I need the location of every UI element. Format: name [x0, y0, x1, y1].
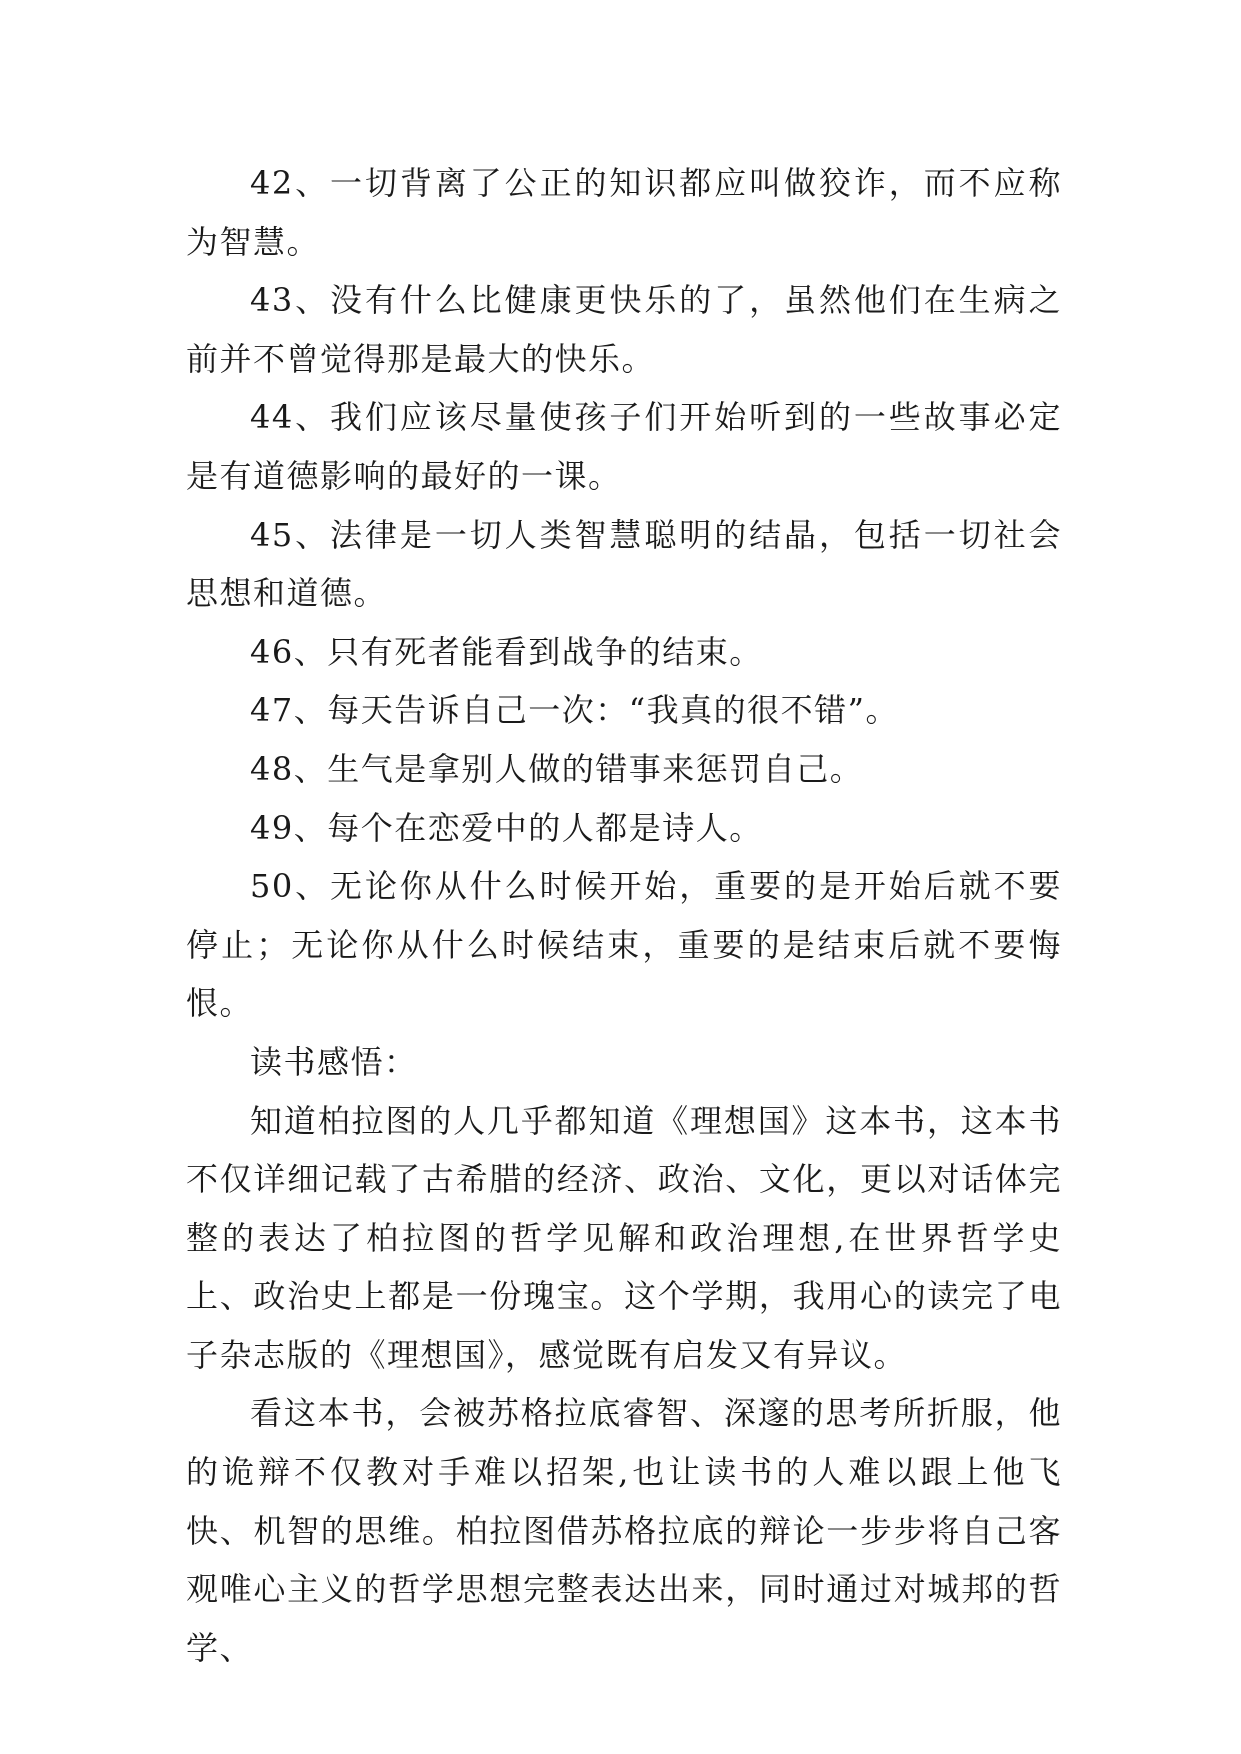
quote-49: 49、每个在恋爱中的人都是诗人。 [250, 808, 763, 847]
quote-44: 44、我们应该尽量使孩子们开始听到的一些故事必定是有道德影响的最好的一课。 [186, 398, 1062, 495]
document-body [186, 154, 1062, 1677]
quote-42: 42、一切背离了公正的知识都应叫做狡诈，而不应称为智慧。 [186, 164, 1062, 261]
quote-43: 43、没有什么比健康更快乐的了，虽然他们在生病之前并不曾觉得那是最大的快乐。 [186, 281, 1062, 378]
section-heading-reading-reflection: 读书感悟： [250, 1042, 418, 1081]
quote-47: 47、每天告诉自己一次：“我真的很不错”。 [250, 691, 899, 730]
quote-45: 45、法律是一切人类智慧聪明的结晶，包括一切社会思想和道德。 [186, 515, 1062, 613]
reflection-paragraph-1: 知道柏拉图的人几乎都知道《理想国》这本书，这本书不仅详细记载了古希腊的经济、政治、文化，更以对话体完整的表达了柏拉图的哲学见解和政治理想,在世界哲学史上、政治史上都是一份瑰宝。这个学期，我用心的读完了电子杂志版的《理想国》，感觉既有启发又有异议。 [186, 1101, 1062, 1374]
reflection-paragraph-2: 看这本书，会被苏格拉底睿智、深邃的思考所折服，他的诡辩不仅教对手难以招架,也让读书的人难以跟上他飞快、机智的思维。柏拉图借苏格拉底的辩论一步步将自己客观唯心主义的哲学思想完整表达出来，同时通过对城邦的哲学、 [186, 1394, 1062, 1667]
quote-46: 46、只有死者能看到战争的结束。 [250, 632, 763, 671]
quote-50: 50、无论你从什么时候开始，重要的是开始后就不要停止；无论你从什么时候结束，重要的是结束后就不要悔恨。 [186, 867, 1062, 1023]
quote-48: 48、生气是拿别人做的错事来惩罚自己。 [250, 749, 864, 788]
